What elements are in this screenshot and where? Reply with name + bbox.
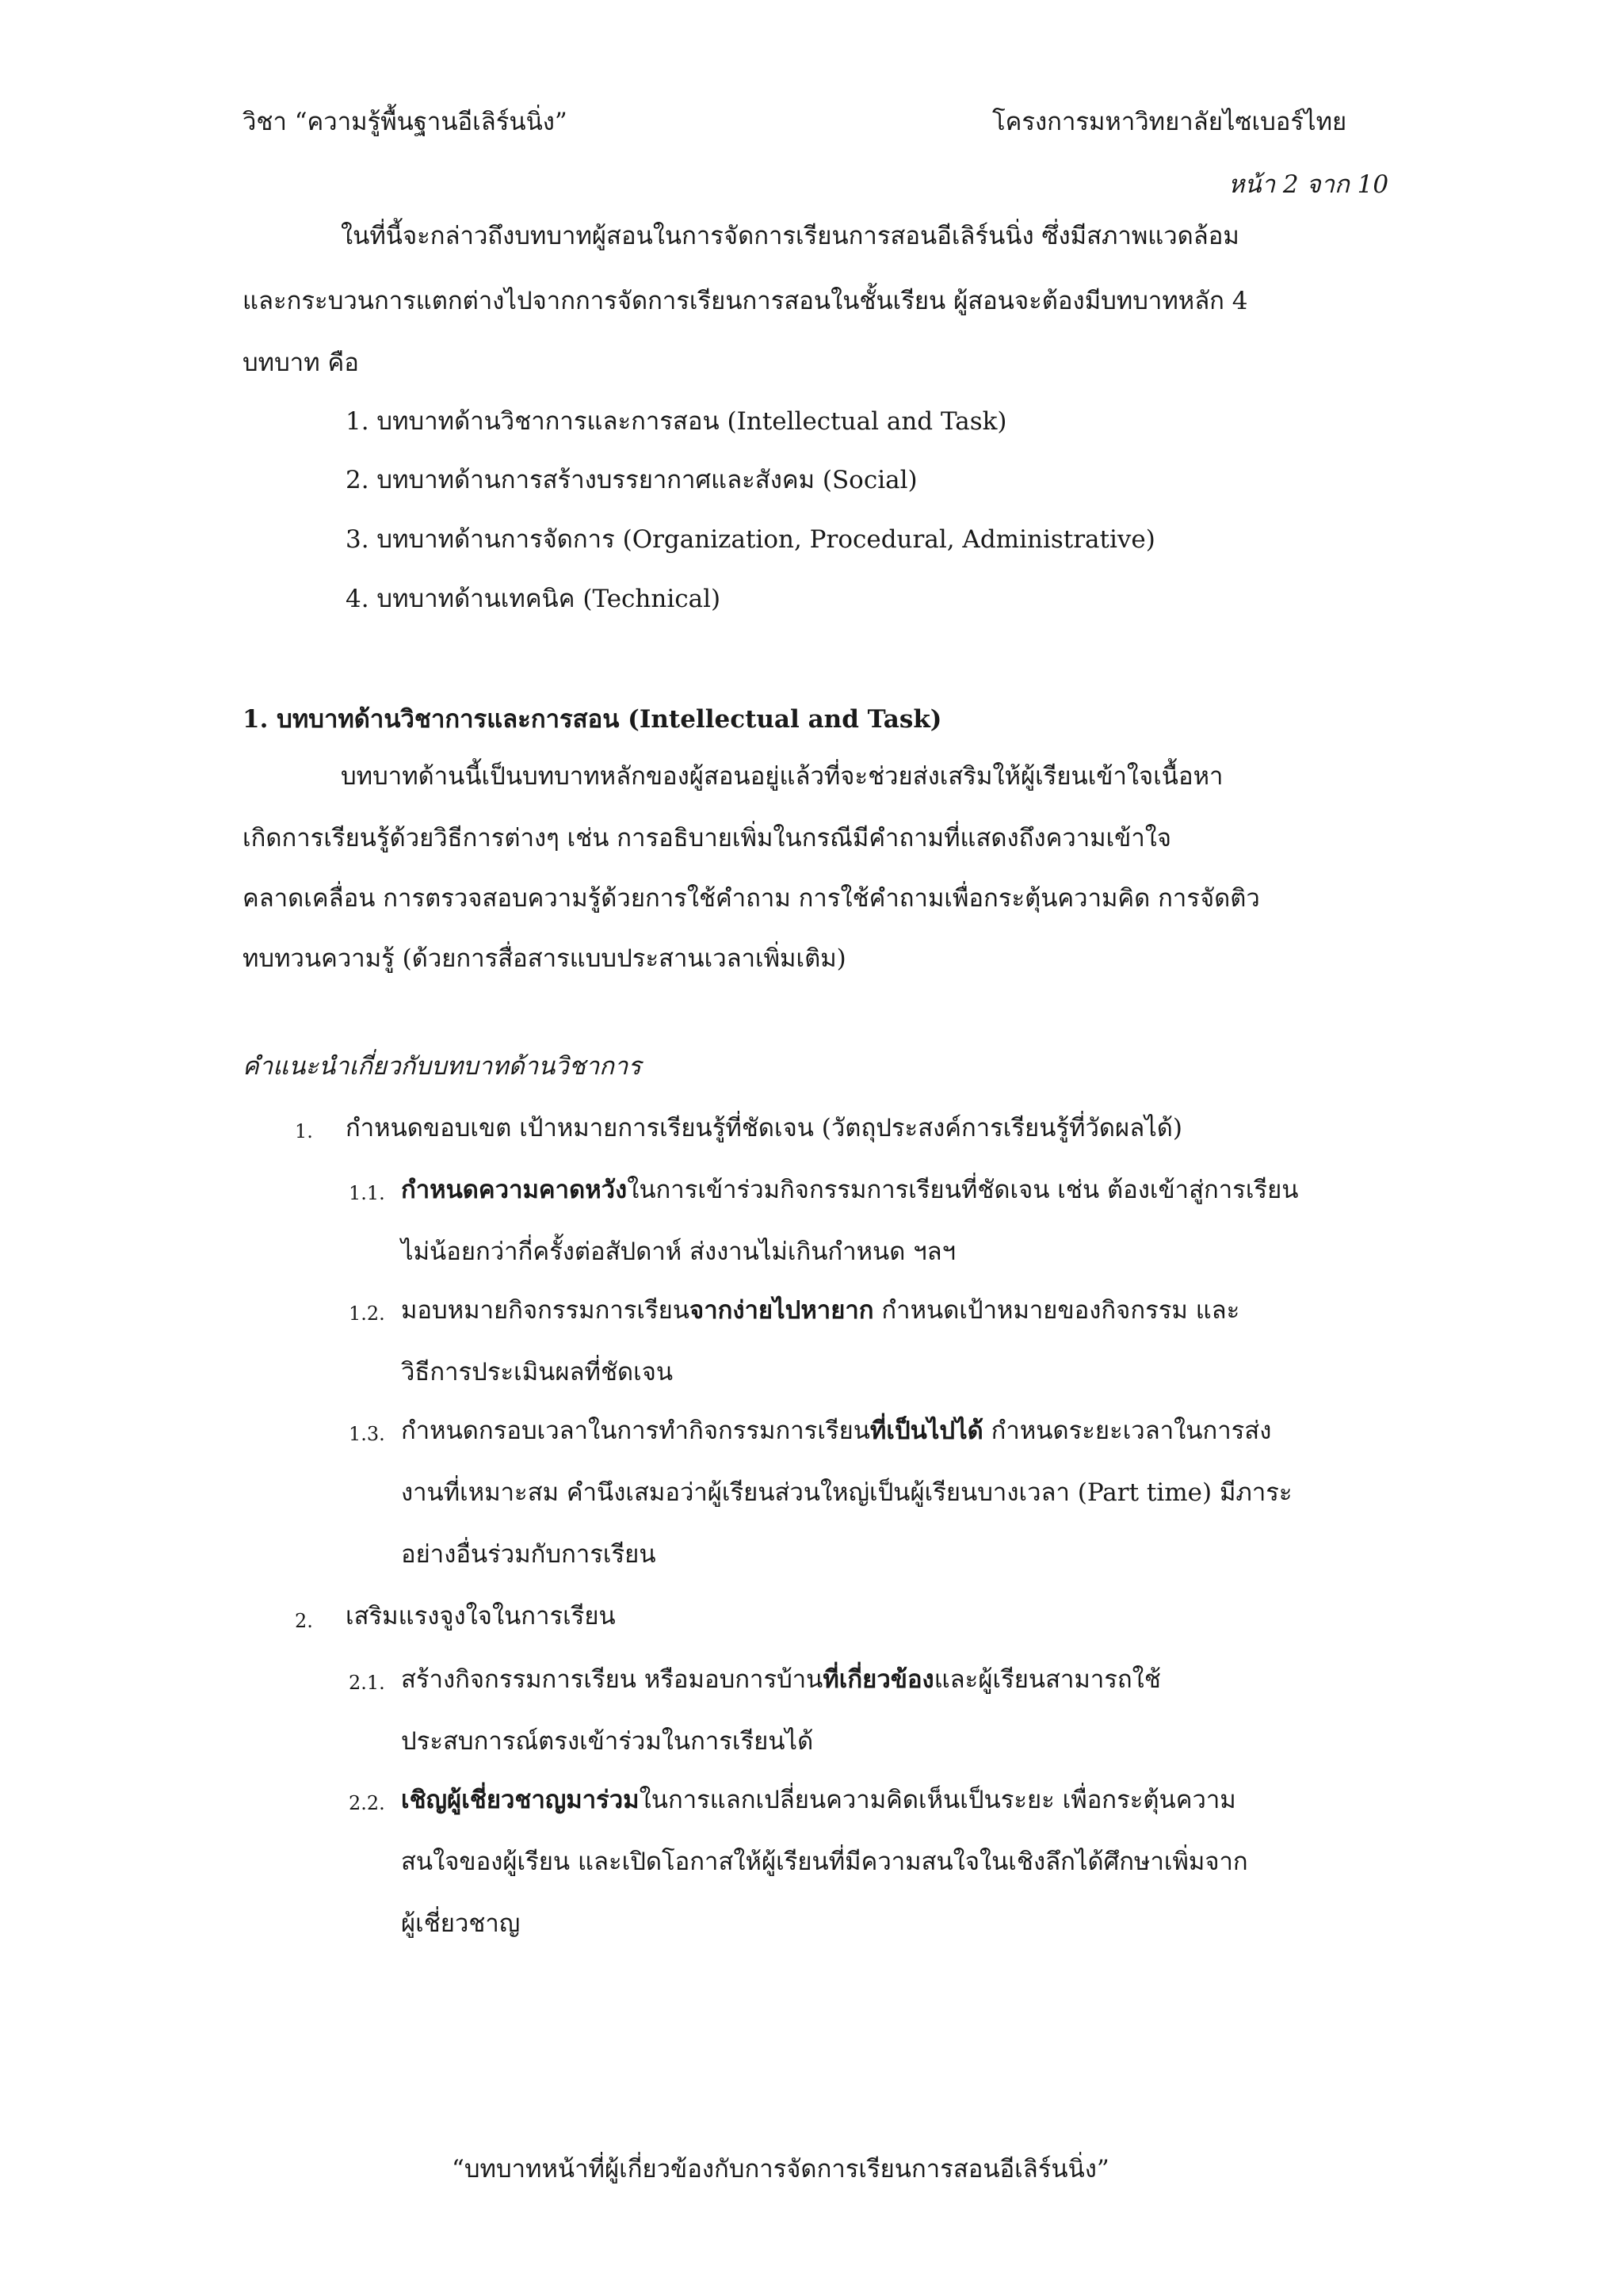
section1-line-3: คลาดเคลื่อน การตรวจสอบความรู้ด้วยการใช้คำถาม การใช้คำถามเพื่อกระตุ้นความคิด การจัดติว <box>242 884 1260 913</box>
section1-line-4: ทบทวนความรู้ (ด้วยการสื่อสารแบบประสานเวลาเพิ่มเติม) <box>242 944 846 973</box>
advice-1-1-rest: ในการเข้าร่วมกิจกรรมการเรียนที่ชัดเจน เช่น ต้องเข้าสู่การเรียน <box>627 1176 1299 1204</box>
header-course: วิชา “ความรู้พื้นฐานอีเลิร์นนิ่ง” <box>242 108 567 136</box>
advice-1-1-number: 1.1. <box>349 1182 385 1204</box>
advice-2-1-pre: สร้างกิจกรรมการเรียน หรือมอบการบ้าน <box>401 1665 823 1694</box>
advice-2-2-line-1 <box>401 1786 1236 1815</box>
section1-line-1: บทบาทด้านนี้เป็นบทบาทหลักของผู้สอนอยู่แล้วที่จะช่วยส่งเสริมให้ผู้เรียนเข้าใจเนื้อหา <box>341 762 1224 791</box>
advice-1-3-rest: กำหนดระยะเวลาในการส่ง <box>983 1417 1272 1445</box>
intro-line-3: บทบาท คือ <box>242 349 359 377</box>
advice-item1-text: กำหนดขอบเขต เป้าหมายการเรียนรู้ที่ชัดเจน (วัตถุประสงค์การเรียนรู้ที่วัดผลได้) <box>346 1114 1183 1142</box>
advice-2-2-line-2: สนใจของผู้เรียน และเปิดโอกาสให้ผู้เรียนที่มีความสนใจในเชิงลึกได้ศึกษาเพิ่มจาก <box>401 1848 1248 1876</box>
advice-1-2-rest: กำหนดเป้าหมายของกิจกรรม และ <box>873 1296 1240 1325</box>
advice-1-3-line-3: อย่างอื่นร่วมกับการเรียน <box>401 1540 656 1569</box>
role-item-4: 4. บทบาทด้านเทคนิค (Technical) <box>346 585 721 613</box>
role-item-2: 2. บทบาทด้านการสร้างบรรยากาศและสังคม (Social) <box>346 466 918 494</box>
advice-1-1-bold: กำหนดความคาดหวัง <box>401 1176 628 1204</box>
advice-1-1-line-1 <box>401 1176 1298 1205</box>
advice-2-2-line-3: ผู้เชี่ยวชาญ <box>401 1909 521 1938</box>
section1-line-2: เกิดการเรียนรู้ด้วยวิธีการต่างๆ เช่น การอธิบายเพิ่มในกรณีมีคำถามที่แสดงถึงความเข้าใจ <box>242 824 1172 852</box>
advice-1-2-number: 1.2. <box>349 1302 385 1325</box>
page-number: หน้า 2 จาก 10 <box>1228 170 1389 199</box>
advice-item2-number: 2. <box>295 1610 313 1632</box>
advice-1-1-line-2: ไม่น้อยกว่ากี่ครั้งต่อสัปดาห์ ส่งงานไม่เกินกำหนด ฯลฯ <box>401 1238 957 1266</box>
advice-1-2-bold: จากง่ายไปหายาก <box>689 1296 874 1325</box>
intro-line-2: และกระบวนการแตกต่างไปจากการจัดการเรียนการสอนในชั้นเรียน ผู้สอนจะต้องมีบทบาทหลัก 4 <box>242 287 1248 315</box>
advice-1-3-line-2: งานที่เหมาะสม คำนึงเสมอว่าผู้เรียนส่วนใหญ่เป็นผู้เรียนบางเวลา (Part time) มีภาระ <box>401 1478 1293 1507</box>
advice-1-3-bold: ที่เป็นไปได้ <box>869 1417 983 1445</box>
advice-1-3-line-1 <box>401 1417 1271 1446</box>
advice-2-1-number: 2.1. <box>349 1672 385 1694</box>
intro-line-1: ในที่นี้จะกล่าวถึงบทบาทผู้สอนในการจัดการเรียนการสอนอีเลิร์นนิ่ง ซึ่งมีสภาพแวดล้อม <box>341 222 1239 250</box>
advice-2-1-line-2: ประสบการณ์ตรงเข้าร่วมในการเรียนได้ <box>401 1727 814 1756</box>
advice-2-2-rest: ในการแลกเปลี่ยนความคิดเห็นเป็นระยะ เพื่อกระตุ้นความ <box>639 1786 1236 1814</box>
role-item-1: 1. บทบาทด้านวิชาการและการสอน (Intellectual and Task) <box>346 407 1007 436</box>
advice-title: คำแนะนำเกี่ยวกับบทบาทด้านวิชาการ <box>242 1052 641 1081</box>
footer-text: “บทบาทหน้าที่ผู้เกี่ยวข้องกับการจัดการเรียนการสอนอีเลิร์นนิ่ง” <box>452 2155 1109 2183</box>
advice-1-2-pre: มอบหมายกิจกรรมการเรียน <box>401 1296 690 1325</box>
advice-1-3-number: 1.3. <box>349 1423 385 1445</box>
advice-2-1-rest: และผู้เรียนสามารถใช้ <box>934 1665 1161 1694</box>
role-item-3: 3. บทบาทด้านการจัดการ (Organization, Procedural, Administrative) <box>346 525 1155 554</box>
advice-item1-number: 1. <box>295 1120 313 1142</box>
advice-2-2-bold: เชิญผู้เชี่ยวชาญมาร่วม <box>401 1786 640 1814</box>
advice-2-1-line-1 <box>401 1665 1161 1695</box>
advice-2-2-number: 2.2. <box>349 1792 385 1814</box>
advice-2-1-bold: ที่เกี่ยวข้อง <box>823 1665 934 1694</box>
advice-1-2-line-2: วิธีการประเมินผลที่ชัดเจน <box>401 1358 674 1386</box>
section1-heading: 1. บทบาทด้านวิชาการและการสอน (Intellectual and Task) <box>242 705 942 734</box>
advice-1-3-pre: กำหนดกรอบเวลาในการทำกิจกรรมการเรียน <box>401 1417 870 1445</box>
header-project: โครงการมหาวิทยาลัยไซเบอร์ไทย <box>992 108 1347 136</box>
advice-1-2-line-1 <box>401 1296 1239 1325</box>
advice-item2-text: เสริมแรงจูงใจในการเรียน <box>346 1602 616 1630</box>
